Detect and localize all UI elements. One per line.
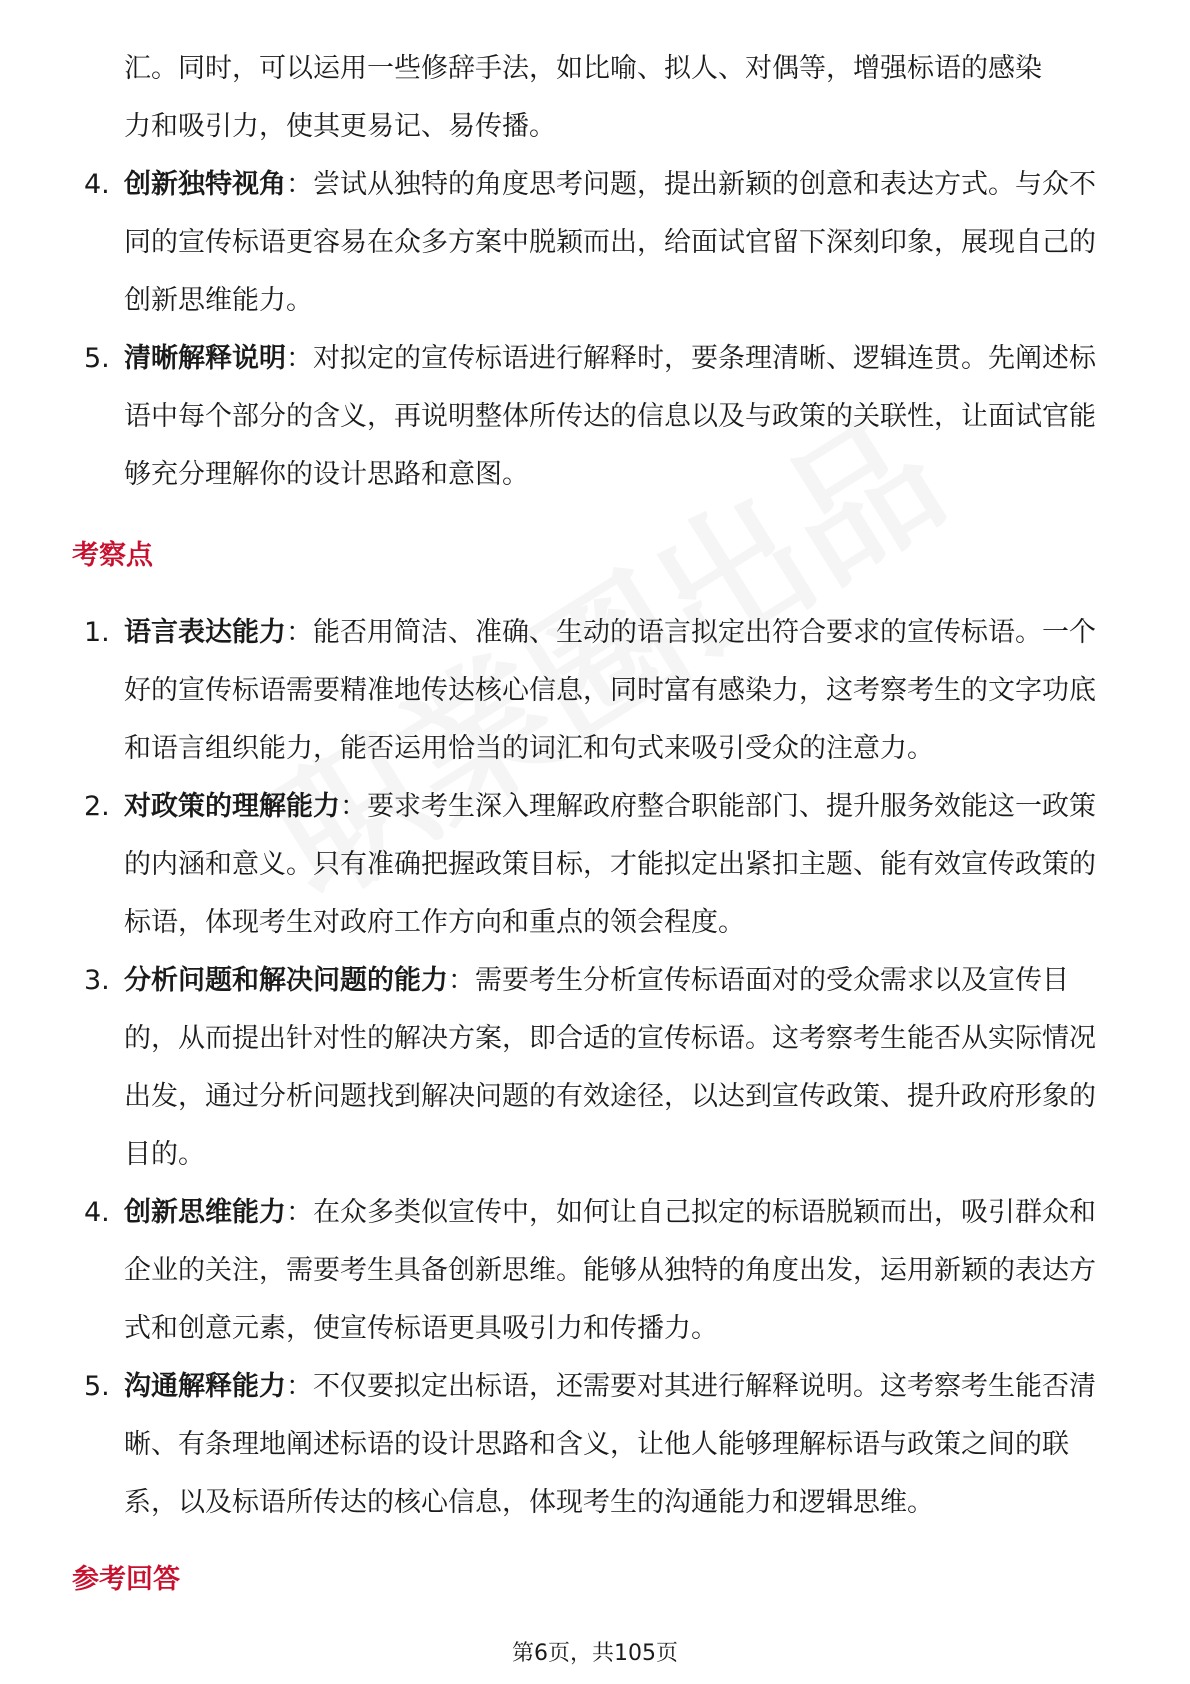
paragraph-line: 汇。同时，可以运用一些修辞手法，如比喻、拟人、对偶等，增强标语的感染 xyxy=(124,53,1042,84)
list-number: 5. xyxy=(84,1371,110,1402)
list-item xyxy=(72,1358,1120,1532)
list-term: 创新独特视角 xyxy=(124,169,286,200)
list-number: 1. xyxy=(84,617,110,648)
kaochadian-list xyxy=(72,604,1120,1532)
list-term: 清晰解释说明 xyxy=(124,343,286,374)
list-term: 对政策的理解能力 xyxy=(124,791,340,822)
tips-list xyxy=(72,156,1120,504)
list-item xyxy=(72,1184,1120,1358)
list-term: 语言表达能力 xyxy=(124,617,286,648)
list-body: ：不仅要拟定出标语，还需要对其进行解释说明。这考察考生能否清晰、有条理地阐述标语的设计思路和含义，让他人能够理解标语与政策之间的联系，以及标语所传达的核心信息，体现考生的沟通能力和逻辑思维。 xyxy=(124,1371,1096,1518)
list-body: ：能否用简洁、准确、生动的语言拟定出符合要求的宣传标语。一个好的宣传标语需要精准地传达核心信息，同时富有感染力，这考察考生的文字功底和语言组织能力，能否运用恰当的词汇和句式来吸引受众的注意力。 xyxy=(124,617,1096,764)
continued-paragraph xyxy=(72,40,1120,156)
list-number: 2. xyxy=(84,791,110,822)
section-title-kaochadian: 考察点 xyxy=(72,540,153,571)
list-term: 创新思维能力 xyxy=(124,1197,286,1228)
list-number: 4. xyxy=(84,1197,110,1228)
page-footer: 第6页，共105页 xyxy=(512,1641,678,1666)
list-item xyxy=(72,952,1120,1184)
list-body: ：在众多类似宣传中，如何让自己拟定的标语脱颖而出，吸引群众和企业的关注，需要考生具备创新思维。能够从独特的角度出发，运用新颖的表达方式和创意元素，使宣传标语更具吸引力和传播力。 xyxy=(124,1197,1096,1344)
list-item xyxy=(72,604,1120,778)
list-body: ：要求考生深入理解政府整合职能部门、提升服务效能这一政策的内涵和意义。只有准确把握政策目标，才能拟定出紧扣主题、能有效宣传政策的标语，体现考生对政府工作方向和重点的领会程度。 xyxy=(124,791,1096,938)
list-body: ：需要考生分析宣传标语面对的受众需求以及宣传目的，从而提出针对性的解决方案，即合适的宣传标语。这考察考生能否从实际情况出发，通过分析问题找到解决问题的有效途径，以达到宣传政策、提升政府形象的目的。 xyxy=(124,965,1096,1170)
list-number: 4. xyxy=(84,169,110,200)
list-number: 3. xyxy=(84,965,110,996)
list-item xyxy=(72,330,1120,504)
page-content xyxy=(72,40,1120,1600)
list-item xyxy=(72,156,1120,330)
list-body: ：尝试从独特的角度思考问题，提出新颖的创意和表达方式。与众不同的宣传标语更容易在众多方案中脱颖而出，给面试官留下深刻印象，展现自己的创新思维能力。 xyxy=(124,169,1096,316)
paragraph-line: 力和吸引力，使其更易记、易传播。 xyxy=(124,111,556,142)
list-term: 沟通解释能力 xyxy=(124,1371,286,1402)
list-term: 分析问题和解决问题的能力 xyxy=(124,965,448,996)
list-body: ：对拟定的宣传标语进行解释时，要条理清晰、逻辑连贯。先阐述标语中每个部分的含义，再说明整体所传达的信息以及与政策的关联性，让面试官能够充分理解你的设计思路和意图。 xyxy=(124,343,1096,490)
list-number: 5. xyxy=(84,343,110,374)
list-item xyxy=(72,778,1120,952)
section-title-cankao: 参考回答 xyxy=(72,1564,180,1595)
